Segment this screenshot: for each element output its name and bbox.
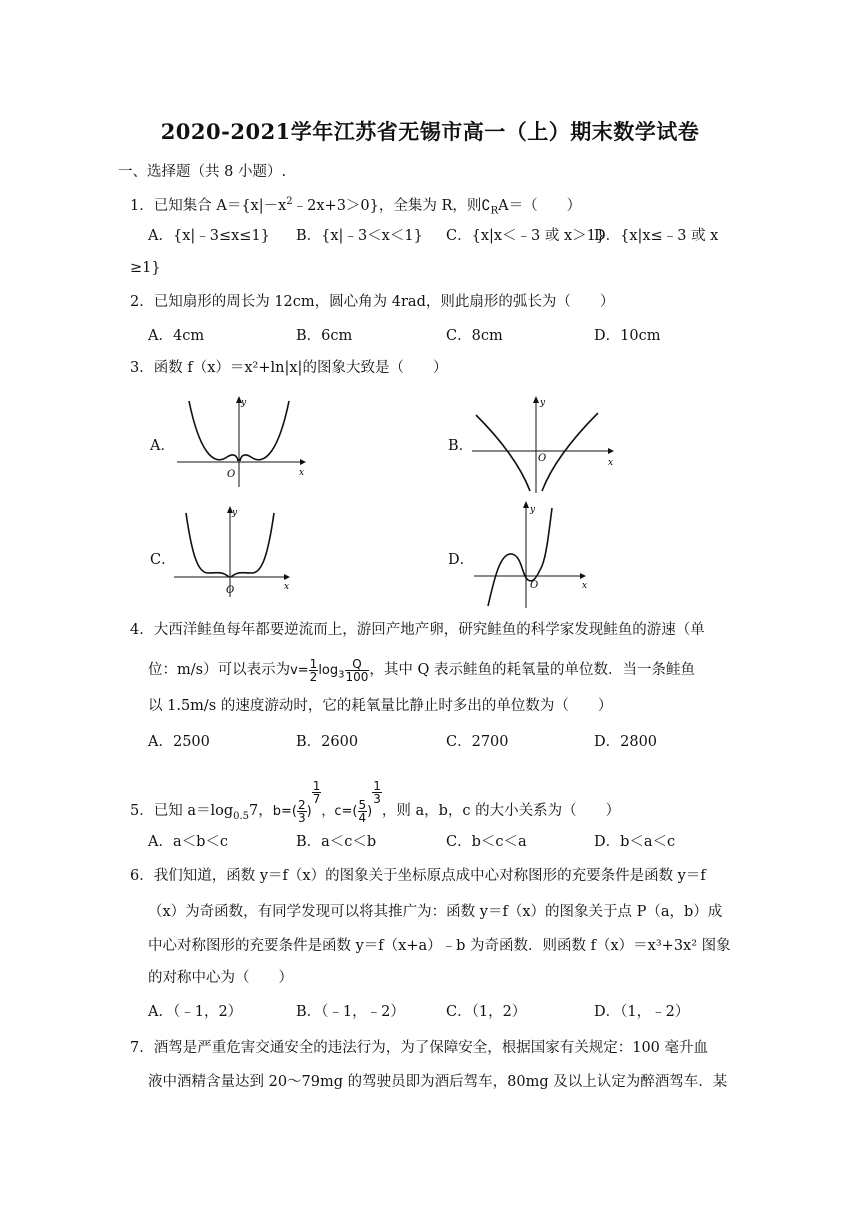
q4-option-b: B．2600	[296, 734, 359, 750]
q5-stem-part: ，则 a，b，c 的大小关系为（ ）	[381, 803, 621, 819]
q4-formula-log: log	[318, 663, 339, 678]
q1-stem-part: 1．已知集合	[130, 197, 217, 214]
q4-formula-v: v=	[290, 663, 309, 678]
q4-half-fraction: $\frac{1}{2}$	[309, 657, 318, 684]
q3-graph-b	[470, 395, 620, 495]
q4-option-c: C．2700	[446, 734, 509, 750]
q3-label-b: B．	[448, 438, 474, 454]
q5-option-c: C．b＜c＜a	[446, 834, 527, 850]
q1-stem-part: A＝{x|－x	[216, 197, 287, 214]
q1-option-b: B．{x|﹣3＜x＜1}	[296, 228, 423, 244]
q3-b-y-label: y	[540, 398, 546, 408]
q4-formula-base: 3	[338, 669, 345, 681]
q5-option-a: A．a＜b＜c	[148, 834, 229, 850]
q3-label-d: D．	[448, 552, 475, 568]
q4-option-d: D．2800	[594, 734, 658, 750]
q3-d-origin: O	[530, 580, 539, 591]
q6-option-c: C．（1，2）	[446, 1004, 527, 1020]
q1-option-a: A．{x|﹣3≤x≤1}	[148, 228, 270, 244]
q3-c-y-label: y	[232, 508, 238, 518]
q3-a-x-label: x	[299, 468, 305, 478]
q5-option-b: B．a＜c＜b	[296, 834, 377, 850]
q5-b-fraction: $\frac{2}{3}$	[298, 798, 306, 825]
q3-label-a: A．	[150, 438, 175, 454]
q3-c-x-label: x	[284, 582, 290, 592]
q2-option-c: C．8cm	[446, 328, 503, 344]
q3-graph-c	[172, 505, 297, 600]
q5-option-d: D．b＜a＜c	[594, 834, 676, 850]
question-2-stem: 2．已知扇形的周长为 12cm，圆心角为 4rad，则此扇形的弧长为（ ）	[130, 294, 615, 310]
question-6-line-2: （x）为奇函数，有同学发现可以将其推广为：函数 y＝f（x）的图象关于点 P（a，b）成	[148, 904, 723, 920]
q4-q-fraction: $\frac{Q}{100}$	[345, 657, 369, 684]
question-7-line-2: 液中酒精含量达到 20～79mg 的驾驶员即为酒后驾车，80mg 及以上认定为醉酒驾车．某	[148, 1074, 728, 1090]
q3-a-origin: O	[227, 469, 236, 480]
q3-d-y-label: y	[530, 505, 536, 515]
q3-c-origin: O	[226, 585, 235, 596]
question-7-line-1: 7．酒驾是严重危害交通安全的违法行为，为了保障安全，根据国家有关规定：100 毫升血	[130, 1040, 709, 1056]
question-4-line-3: 以 1.5m/s 的速度游动时，它的耗氧量比静止时多出的单位数为（ ）	[148, 698, 613, 714]
q1-stem-part: A＝（ ）	[498, 197, 582, 214]
q4-formula	[290, 657, 369, 684]
q5-c-fraction: $\frac{5}{4}$	[358, 798, 367, 825]
q3-graph-a	[175, 395, 310, 490]
q2-option-d: D．10cm	[594, 328, 661, 344]
q6-option-d: D．（1，﹣2）	[594, 1004, 690, 1020]
q5-c-exponent: $\frac{1}{3}$	[373, 779, 381, 806]
q1-option-d: D．{x|x≤﹣3 或 x	[594, 228, 719, 244]
q3-d-x-label: x	[582, 581, 588, 591]
question-1-stem: 1．已知集合 $A=\{x|-x^2﹣2x+3>0\}$，全集为 R，则$∁_RA=$（ ）	[130, 196, 582, 217]
q4-option-a: A．2500	[148, 734, 210, 750]
q2-option-a: A．4cm	[148, 328, 205, 344]
q4-line2-text: 位：m/s）可以表示为	[148, 662, 291, 678]
q3-b-origin: O	[538, 453, 547, 464]
question-4-line-2	[148, 658, 695, 686]
page-title: 2020-2021学年江苏省无锡市高一（上）期末数学试卷	[160, 119, 700, 144]
q3-graph-d	[472, 500, 597, 610]
question-6-line-3: 中心对称图形的充要条件是函数 y＝f（x+a）﹣b 为奇函数．则函数 f（x）＝x³+3x² 图象	[148, 938, 731, 954]
q1-option-d-cont: ≥1}	[130, 260, 161, 276]
question-4-line-1: 4．大西洋鲑鱼每年都要逆流而上，游回产地产卵，研究鲑鱼的科学家发现鲑鱼的游速（单	[130, 622, 705, 638]
q5-stem-part: 7，	[249, 803, 273, 819]
q5-stem-part: 5．已知 a＝log	[130, 803, 234, 819]
q3-a-y-label: y	[241, 398, 247, 408]
q6-option-a: A．（﹣1，2）	[148, 1004, 243, 1020]
q1-option-c: C．{x|x＜﹣3 或 x＞1}	[446, 228, 606, 244]
q1-stem-part: ﹣2x+3＞0}，全集为 R，则∁	[292, 197, 491, 214]
q2-option-b: B．6cm	[296, 328, 353, 344]
question-5-stem	[130, 780, 620, 827]
question-6-line-4: 的对称中心为（ ）	[148, 970, 293, 986]
q5-formula: b=( $\frac{2}{3}$ ) $\frac{1}{7}$ ，c=( $\frac{5}{4}$ ) $\frac{1}{3}$	[272, 779, 381, 825]
q4-line2-text-2: ，其中 Q 表示鲑鱼的耗氧量的单位数．当一条鲑鱼	[369, 662, 696, 678]
q3-label-c: C．	[150, 552, 176, 568]
q5-stem-base: 0.5	[233, 810, 250, 822]
q5-b-exponent: $\frac{1}{7}$	[312, 779, 321, 806]
q6-option-b: B．（﹣1，﹣2）	[296, 1004, 405, 1020]
question-3-stem: 3．函数 f（x）＝x²+ln|x|的图象大致是（ ）	[130, 360, 448, 376]
section-heading: 一、选择题（共 8 小题）.	[118, 164, 287, 180]
question-6-line-1: 6．我们知道，函数 y＝f（x）的图象关于坐标原点成中心对称图形的充要条件是函数 y＝f	[130, 868, 706, 884]
q3-b-x-label: x	[608, 458, 614, 468]
